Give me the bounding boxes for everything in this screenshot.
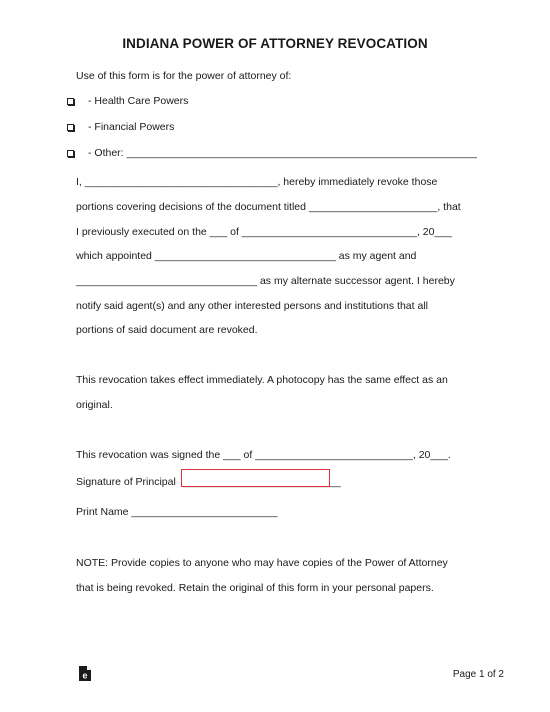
body-line: I previously executed on the ___ of ______________________________, 20___ [76, 226, 452, 238]
svg-text:e: e [82, 670, 88, 681]
page-number: Page 1 of 2 [452, 669, 504, 680]
option-health-care-label: - Health Care Powers [88, 95, 189, 107]
body-line: _______________________________ as my alternate successor agent. I hereby [76, 275, 455, 287]
checkbox-other[interactable] [67, 150, 74, 157]
body-line: portions of said document are revoked. [76, 324, 258, 336]
page-title: INDIANA POWER OF ATTORNEY REVOCATION [122, 36, 428, 51]
print-name-line: Print Name _________________________ [76, 506, 278, 518]
note-line: NOTE: Provide copies to anyone who may have copies of the Power of Attorney [76, 557, 448, 569]
effect-line: original. [76, 399, 113, 411]
eforms-logo-icon [78, 665, 92, 682]
option-financial-label: - Financial Powers [88, 121, 175, 133]
note-line: that is being revoked. Retain the original of this form in your personal papers. [76, 582, 434, 594]
signature-label: Signature of Principal [76, 476, 176, 488]
body-line: portions covering decisions of the document titled ______________________, that [76, 201, 461, 213]
intro-text: Use of this form is for the power of attorney of: [76, 70, 292, 82]
checkbox-financial[interactable] [67, 124, 74, 131]
body-line: I, _________________________________, hereby immediately revoke those [76, 176, 438, 188]
effect-line: This revocation takes effect immediately. A photocopy has the same effect as an [76, 374, 448, 386]
signed-date-line: This revocation was signed the ___ of ___________________________, 20___. [76, 449, 451, 461]
body-line: notify said agent(s) and any other interested persons and institutions that all [76, 300, 428, 312]
checkbox-health-care[interactable] [67, 98, 74, 105]
signature-field[interactable] [181, 469, 330, 487]
option-other-label: - Other: ____________________________________________________________ [88, 147, 477, 159]
body-line: which appointed _______________________________ as my agent and [76, 250, 417, 262]
signature-blank: ___________________________ [183, 476, 341, 488]
